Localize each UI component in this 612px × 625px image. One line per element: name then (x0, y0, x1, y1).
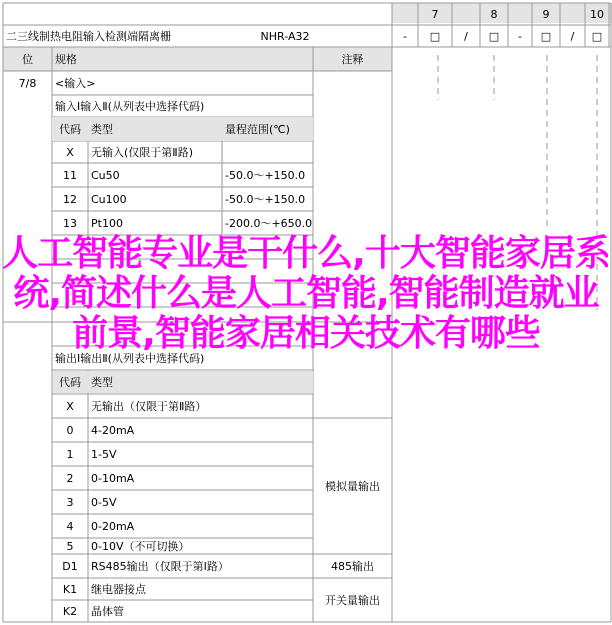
output-row-code: K2 (62, 604, 78, 618)
code-slot: - (403, 29, 407, 43)
column-number: 8 (490, 7, 498, 21)
header-note: 注释 (341, 53, 364, 66)
watermark-overlay-text: 人工智能专业是干什么,十大智能家居系统,简述什么是人工智能,智能制造就业前景,智能家居相关技术有哪些 (2, 233, 610, 354)
column-number: 9 (542, 7, 550, 21)
output-row-code: K1 (62, 582, 78, 596)
input-row-code: X (66, 145, 74, 159)
note-analog-output: 模拟量输出 (325, 480, 380, 493)
output-row-code: 2 (66, 471, 74, 485)
header-spec: 规格 (55, 53, 77, 66)
output-row-type: 0-10mA (91, 471, 135, 485)
output-label: 输出Ⅰ输出Ⅱ(从列表中选择代码) (55, 352, 205, 365)
input-row-code: 11 (63, 168, 77, 182)
position-7-8: 7/8 (18, 76, 37, 90)
input-header-code: 代码 (52, 117, 88, 141)
output-row-type: RS485输出（仅限于第Ⅰ路） (91, 560, 229, 573)
output-row-type: 0-5V (91, 495, 117, 509)
output-header-type: 类型 (91, 376, 113, 389)
note-switch-output: 开关量输出 (325, 594, 380, 607)
code-slot: □ (429, 29, 441, 43)
output-row-type: 1-5V (91, 447, 117, 461)
output-row-type: 0-20mA (91, 519, 135, 533)
code-slot: / (570, 29, 575, 43)
model-number: NHR-A32 (260, 29, 310, 43)
output-row-code: X (66, 399, 74, 413)
input-label: 输入Ⅰ输入Ⅱ(从列表中选择代码) (55, 100, 205, 113)
input-row-type: Cu50 (91, 168, 120, 182)
product-title: 二三线制热电阻输入检测端隔离栅 (6, 30, 171, 43)
output-row-code: D1 (62, 559, 78, 573)
input-row-range: -50.0～+150.0 (225, 169, 306, 182)
input-row-type: 无输入(仅限于第Ⅱ路) (91, 146, 193, 159)
column-number: 7 (431, 7, 439, 21)
output-row-type: 晶体管 (91, 605, 124, 618)
input-row-range: -200.0～+650.0 (225, 217, 313, 230)
output-row-type: 无输出（仅限于第Ⅱ路） (91, 400, 207, 413)
header-position: 位 (22, 53, 33, 66)
input-row-range: -50.0～+150.0 (225, 193, 306, 206)
code-slot: □ (591, 29, 603, 43)
column-number: 10 (590, 7, 604, 21)
output-row-type: 0-10V（不可切换） (91, 540, 190, 553)
output-row-code: 5 (66, 539, 74, 553)
code-slot: □ (540, 29, 552, 43)
note-rs485-output: 485输出 (331, 560, 374, 573)
code-slot: - (518, 29, 522, 43)
output-row-type: 4-20mA (91, 423, 135, 437)
section-input-title: <输入> (55, 77, 96, 90)
input-row-range (222, 141, 313, 163)
output-header-code: 代码 (59, 376, 81, 389)
output-row-type: 继电器接点 (91, 583, 146, 596)
input-header-range: 量程范围(℃) (222, 117, 313, 141)
output-row-code: 4 (66, 519, 74, 533)
input-row-type: Cu100 (91, 192, 127, 206)
code-slot: / (464, 29, 468, 43)
code-slot: □ (488, 29, 500, 43)
input-row-code: 13 (63, 216, 77, 230)
input-header-type: 类型 (88, 117, 222, 141)
output-row-code: 0 (66, 423, 74, 437)
output-row-code: 1 (66, 447, 74, 461)
input-row-code: 12 (63, 192, 77, 206)
output-row-code: 3 (66, 495, 74, 509)
input-row-type: Pt100 (91, 216, 123, 230)
